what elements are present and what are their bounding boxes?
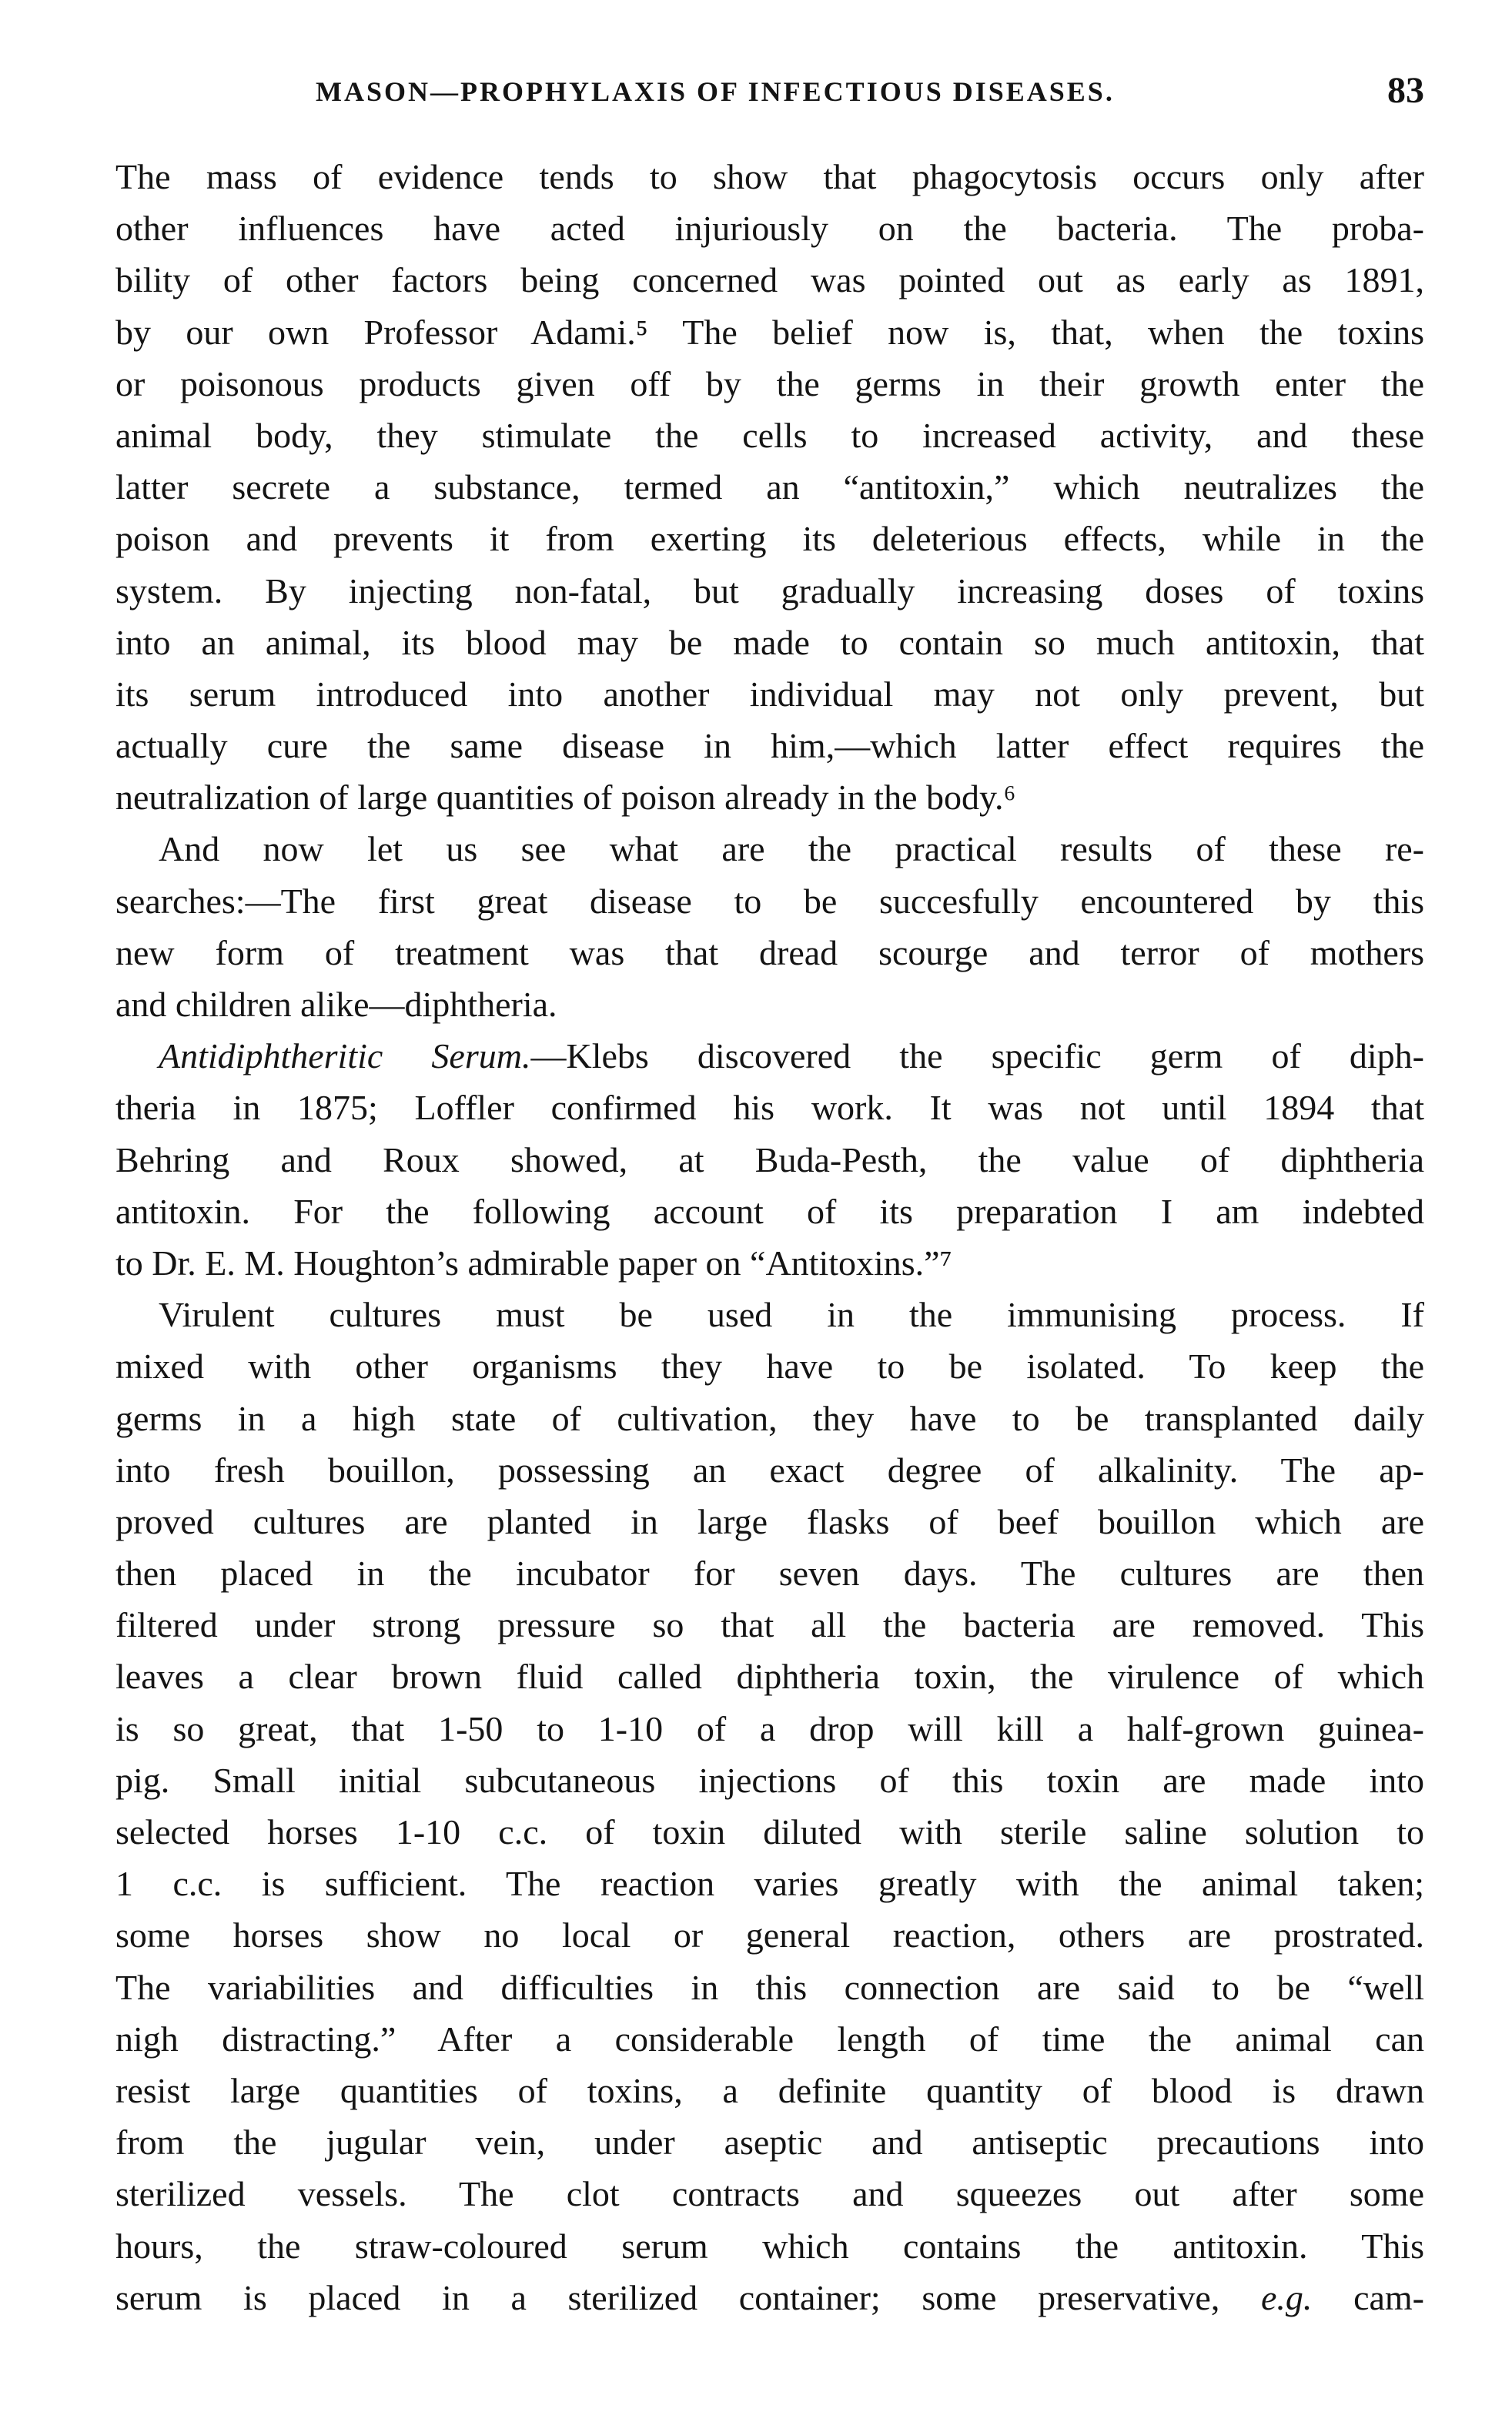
text-line: from the jugular vein, under aseptic and antiseptic precautions into — [115, 2123, 1424, 2163]
text-line: by our own Professor Adami.⁵ The belief now is, that, when the toxins — [115, 312, 1424, 352]
page-number: 83 — [1387, 70, 1424, 111]
text-line: 1 c.c. is sufficient. The reaction varies greatly with the animal taken; — [115, 1864, 1424, 1904]
text-line: The mass of evidence tends to show that phagocytosis occurs only after — [115, 157, 1424, 196]
abbreviation-eg: e.g. — [1261, 2277, 1313, 2317]
text-line: into an animal, its blood may be made to contain so much antitoxin, that — [115, 622, 1424, 662]
text-line: poison and prevents it from exerting its deleterious effects, while in the — [115, 519, 1424, 559]
text-line: its serum introduced into another individual may not only prevent, but — [115, 674, 1424, 714]
text-line-section-head: Antidiphtheritic Serum.—Klebs discovered the specific germ of diph- — [159, 1036, 1424, 1076]
page-header — [115, 68, 1424, 129]
text-line: neutralization of large quantities of poison already in the body.⁶ — [115, 778, 1016, 818]
text-line: theria in 1875; Loffler confirmed his work. It was not until 1894 that — [115, 1088, 1424, 1128]
text-line: Behring and Roux showed, at Buda-Pesth, the value of diphtheria — [115, 1139, 1424, 1179]
text-line: actually cure the same disease in him,—which latter effect requires the — [115, 726, 1424, 766]
text-line: And now let us see what are the practical results of these re- — [159, 829, 1424, 869]
text-line: other influences have acted injuriously on the bacteria. The proba- — [115, 209, 1424, 249]
text-line: animal body, they stimulate the cells to increased activity, and these — [115, 415, 1424, 455]
text-line: bility of other factors being concerned was pointed out as early as 1891, — [115, 260, 1424, 300]
section-heading-antidiphtheritic-serum: Antidiphtheritic Serum. — [159, 1036, 531, 1076]
text-line: or poisonous products given off by the germs in their growth enter the — [115, 363, 1424, 403]
text-line: Virulent cultures must be used in the immunising process. If — [159, 1295, 1424, 1335]
text-line: selected horses 1-10 c.c. of toxin diluted with sterile saline solution to — [115, 1812, 1424, 1852]
text-line: system. By injecting non-fatal, but gradually increasing doses of toxins — [115, 570, 1424, 611]
text-line: some horses show no local or general reaction, others are prostrated. — [115, 1915, 1424, 1955]
text-line: latter secrete a substance, termed an “antitoxin,” which neutralizes the — [115, 467, 1424, 507]
text-line: germs in a high state of cultivation, they have to be transplanted daily — [115, 1398, 1424, 1438]
text-line: searches:—The first great disease to be succesfully encountered by this — [115, 881, 1424, 921]
text-line: resist large quantities of toxins, a definite quantity of blood is drawn — [115, 2070, 1424, 2110]
text-line: nigh distracting.” After a considerable length of time the animal can — [115, 2019, 1424, 2059]
text-line: to Dr. E. M. Houghton’s admirable paper on “Antitoxins.”⁷ — [115, 1243, 952, 1283]
text-line: proved cultures are planted in large flasks of beef bouillon which are — [115, 1501, 1424, 1541]
text-line: then placed in the incubator for seven days. The cultures are then — [115, 1554, 1424, 1594]
text-line: antitoxin. For the following account of its preparation I am indebted — [115, 1191, 1424, 1231]
text-line: hours, the straw-coloured serum which contains the antitoxin. This — [115, 2226, 1424, 2266]
text-line: filtered under strong pressure so that all the bacteria are removed. This — [115, 1605, 1424, 1645]
text-line: into fresh bouillon, possessing an exact degree of alkalinity. The ap- — [115, 1450, 1424, 1490]
text-line: serum is placed in a sterilized container; some preservative, e.g. cam- — [115, 2277, 1424, 2317]
text-line: is so great, that 1-50 to 1-10 of a drop will kill a half-grown guinea- — [115, 1708, 1424, 1748]
text-line: leaves a clear brown fluid called diphtheria toxin, the virulence of which — [115, 1657, 1424, 1697]
text-line: and children alike—diphtheria. — [115, 985, 557, 1024]
body-text — [115, 151, 1424, 2323]
text-line: The variabilities and difficulties in this connection are said to be “well — [115, 1967, 1424, 2007]
text-line: new form of treatment was that dread scourge and terror of mothers — [115, 932, 1424, 972]
text-line: mixed with other organisms they have to be isolated. To keep the — [115, 1346, 1424, 1387]
text-line: sterilized vessels. The clot contracts and squeezes out after some — [115, 2174, 1424, 2214]
running-head: MASON—PROPHYLAXIS OF INFECTIOUS DISEASES. — [316, 76, 1115, 107]
text-line: pig. Small initial subcutaneous injections of this toxin are made into — [115, 1760, 1424, 1800]
